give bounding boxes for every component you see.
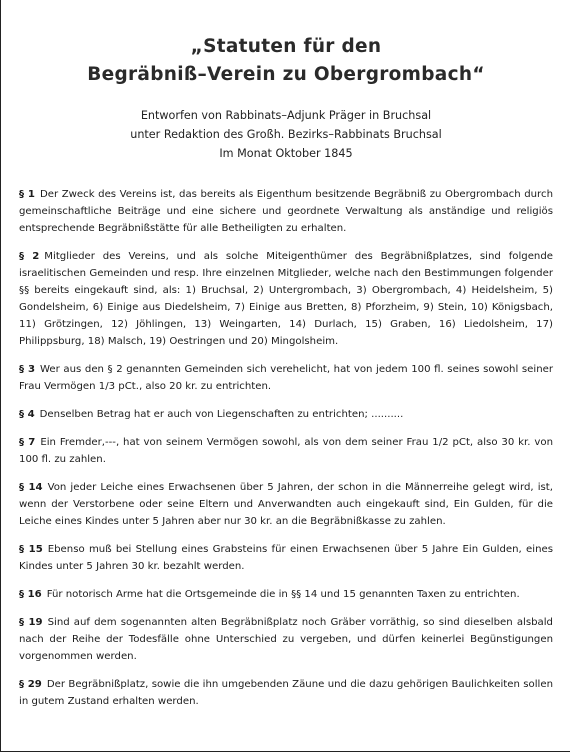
subtitle-date: Im Monat Oktober 1845 [219,147,353,160]
paragraph-text: Ebenso muß bei Stellung eines Grabsteins für einen Erwachsenen über 5 Jahre Ein Gulden, eines Kindes unter 5 Jahren 30 kr. bezahlt werden. [19,544,553,572]
paragraph-16 [19,586,553,603]
statute-body [19,186,553,721]
subtitle-line-1: Entworfen von Rabbinats–Adjunk Präger in Bruchsal [140,109,432,122]
document-subtitle [1,106,570,163]
title-line-1: „Statuten für den [190,36,382,57]
title-line-2: Begräbniß–Verein zu Obergrombach“ [87,64,485,85]
paragraph-1 [19,186,553,237]
paragraph-2 [19,248,553,350]
section-number: § 2 [19,251,40,262]
paragraph-19 [19,614,553,665]
paragraph-text: Der Begräbnißplatz, sowie die ihn umgebenden Zäune und die dazu gehörigen Baulichkeiten sollen in gutem Zustand erhalten werden. [19,679,553,707]
paragraph-text: Der Zweck des Vereins ist, das bereits als Eigenthum besitzende Begräbniß zu Obergrombach durch gemeinschaftliche Beiträge und eine sichere und geordnete Verwaltung als anständige und religiös entsprechende Begräbnißstätte für alle Betheiligten zu erhalten. [19,189,553,234]
section-number: § 14 [19,482,43,493]
paragraph-text: Sind auf dem sogenannten alten Begräbnißplatz noch Gräber vorräthig, so sind dieselben alsbald nach der Reihe der Todesfälle ohne Unterschied zu vergeben, und dürfen keinerlei Begünstigungen vorgenommen werden. [19,617,553,662]
paragraph-text: Ein Fremder,---, hat von seinem Vermögen sowohl, als von dem seiner Frau 1/2 pCt, also 30 kr. von 100 fl. zu zahlen. [19,437,553,465]
paragraph-15 [19,541,553,575]
section-number: § 16 [19,589,42,600]
subtitle-line-2: unter Redaktion des Großh. Bezirks–Rabbinats Bruchsal [130,128,442,141]
section-number: § 3 [19,364,36,375]
section-number: § 29 [19,679,42,690]
paragraph-14 [19,479,553,530]
section-number: § 19 [19,617,43,628]
section-number: § 7 [19,437,36,448]
paragraph-text: Mitglieder des Vereins, und als solche Miteigenthümer des Begräbnißplatzes, sind folgende israelitischen Gemeinden und resp. Ihre einzelnen Mitglieder, welche nach den Bestimmungen folgender §§ bereits eingekauft sind, als: 1) Bruchsal, 2) Untergrombach, 3) Obergrombach, 4) Heidelsheim, 5) Gondelsheim, 6) Einige aus Diedelsheim, 7) Einige aus Bretten, 8) Pforzheim, 9) Stein, 10) Königsbach, 11) Grötzingen, 12) Jöhlingen, 13) Weingarten, 14) Durlach, 15) Graben, 16) Liedolsheim, 17) Philippsburg, 18) Malsch, 19) Oestringen und 20) Mingolsheim. [19,251,553,347]
section-number: § 4 [19,409,35,420]
paragraph-4 [19,406,553,423]
paragraph-29 [19,676,553,710]
paragraph-text: Denselben Betrag hat er auch von Liegenschaften zu entrichten; .......... [39,409,404,420]
paragraph-text: Wer aus den § 2 genannten Gemeinden sich verehelicht, hat von jedem 100 fl. seines sowohl seiner Frau Vermögen 1/3 pCt., also 20 kr. zu entrichten. [19,364,554,392]
document-title [1,33,570,89]
paragraph-3 [19,361,553,395]
paragraph-text: Von jeder Leiche eines Erwachsenen über 5 Jahren, der schon in die Männerreihe gelegt wird, ist, wenn der Verstorbene oder seine Eltern und Anverwandten auch eingekauft sind, Ein Gulden, für die Leiche eines Kindes unter 5 Jahren aber nur 30 kr. an die Begräbnißkasse zu zahlen. [19,482,553,527]
paragraph-text: Für notorisch Arme hat die Ortsgemeinde die in §§ 14 und 15 genannten Taxen zu entrichten. [46,589,520,600]
section-number: § 15 [19,544,43,555]
section-number: § 1 [19,189,35,200]
paragraph-7 [19,434,553,468]
